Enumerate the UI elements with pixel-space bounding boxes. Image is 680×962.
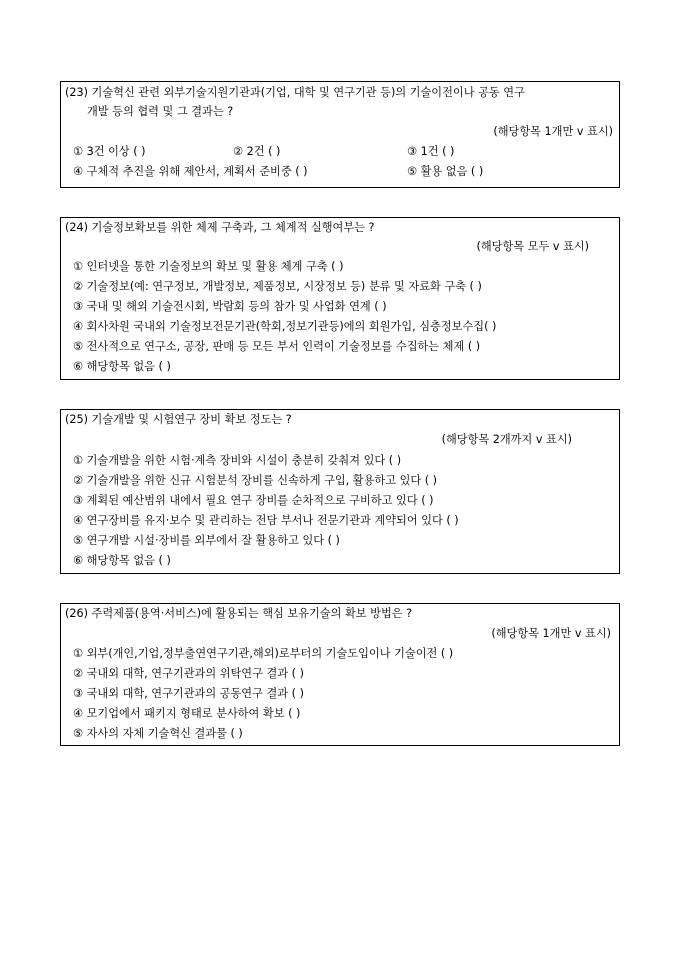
question-26-option-2[interactable]: ② 국내외 대학, 연구기관과의 위탁연구 결과 ( ) <box>73 667 304 680</box>
question-23-option-3[interactable]: ③ 1건 ( ) <box>407 145 455 158</box>
question-25-option-6[interactable]: ⑥ 해당항목 없음 ( ) <box>73 554 171 567</box>
question-25-option-4[interactable]: ④ 연구장비를 유지·보수 및 관리하는 전담 부서나 전문기관과 계약되어 있다 ( ) <box>73 514 459 527</box>
question-23-option-4[interactable]: ④ 구체적 추진을 위해 제안서, 계획서 준비중 ( ) <box>73 165 308 178</box>
question-24-option-3[interactable]: ③ 국내 및 해외 기술전시회, 박람회 등의 참가 및 사업화 연계 ( ) <box>73 300 387 313</box>
question-23-title-line2: 개발 등의 협력 및 그 결과는 ? <box>87 105 234 118</box>
question-23-title-line1: (23) 기술혁신 관련 외부기술지원기관과(기업, 대학 및 연구기관 등)의 기술이전이나 공동 연구 <box>65 86 525 99</box>
question-24-box <box>60 217 620 380</box>
question-23-option-1[interactable]: ① 3건 이상 ( ) <box>73 145 146 158</box>
question-26-option-5[interactable]: ⑤ 자사의 자체 기술혁신 결과물 ( ) <box>73 727 243 740</box>
question-25-option-5[interactable]: ⑤ 연구개발 시설·장비를 외부에서 잘 활용하고 있다 ( ) <box>73 534 340 547</box>
question-26-option-3[interactable]: ③ 국내외 대학, 연구기관과의 공동연구 결과 ( ) <box>73 687 304 700</box>
question-26-option-1[interactable]: ① 외부(개인,기업,정부출연연구기관,해외)로부터의 기술도입이나 기술이전 ( ) <box>73 647 454 660</box>
question-24-option-6[interactable]: ⑥ 해당항목 없음 ( ) <box>73 360 171 373</box>
question-23-option-5[interactable]: ⑤ 활용 없음 ( ) <box>407 165 484 178</box>
question-26-box <box>60 603 620 746</box>
question-26-note: (해당항목 1개만 v 표시) <box>491 627 611 640</box>
question-25-option-3[interactable]: ③ 계획된 예산범위 내에서 필요 연구 장비를 순차적으로 구비하고 있다 ( ) <box>73 494 434 507</box>
question-25-option-1[interactable]: ① 기술개발을 위한 시험·계측 장비와 시설이 충분히 갖춰져 있다 ( ) <box>73 454 402 467</box>
question-25-title: (25) 기술개발 및 시험연구 장비 확보 정도는 ? <box>65 413 292 426</box>
question-24-option-2[interactable]: ② 기술정보(예: 연구정보, 개발정보, 제품정보, 시장정보 등) 분류 및 자료화 구축 ( ) <box>73 280 482 293</box>
question-25-box <box>60 409 620 574</box>
question-24-option-1[interactable]: ① 인터넷을 통한 기술정보의 확보 및 활용 체계 구축 ( ) <box>73 260 344 273</box>
question-25-note: (해당항목 2개까지 v 표시) <box>441 433 572 446</box>
question-23-box <box>60 81 620 188</box>
question-26-title: (26) 주력제품(용역·서비스)에 활용되는 핵심 보유기술의 확보 방법은 ? <box>65 607 413 620</box>
question-23-note: (해당항목 1개만 v 표시) <box>493 125 613 138</box>
question-24-title: (24) 기술정보확보를 위한 체제 구축과, 그 체계적 실행여부는 ? <box>65 221 375 234</box>
question-24-option-4[interactable]: ④ 회사차원 국내외 기술정보전문기관(학회,정보기관등)에의 회원가입, 심층정보수집( ) <box>73 320 497 333</box>
question-24-note: (해당항목 모두 v 표시) <box>476 240 589 253</box>
question-26-option-4[interactable]: ④ 모기업에서 패키지 형태로 분사하여 확보 ( ) <box>73 707 301 720</box>
question-23-option-2[interactable]: ② 2건 ( ) <box>233 145 281 158</box>
question-25-option-2[interactable]: ② 기술개발을 위한 신규 시험분석 장비를 신속하게 구입, 활용하고 있다 ( ) <box>73 474 438 487</box>
question-24-option-5[interactable]: ⑤ 전사적으로 연구소, 공장, 판매 등 모든 부서 인력이 기술정보를 수집하는 체제 ( ) <box>73 340 481 353</box>
